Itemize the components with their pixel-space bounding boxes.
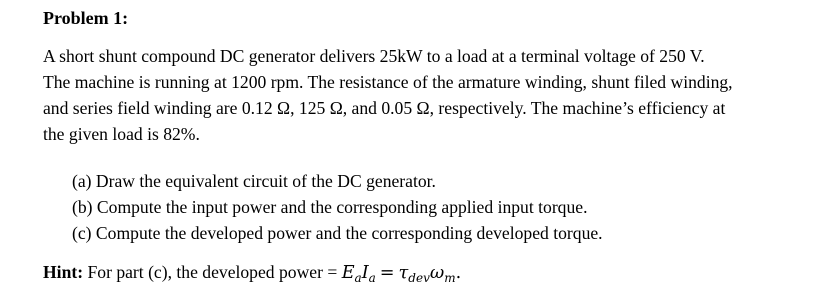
hint-text: For part (c), the developed power = xyxy=(87,262,338,282)
statement-line: the given load is 82%. xyxy=(43,124,200,144)
statement-line: The machine is running at 1200 rpm. The resistance of the armature winding, shunt filed winding, xyxy=(43,72,733,92)
math-equals: = xyxy=(379,263,395,283)
math-E: E xyxy=(341,263,355,283)
hint-equation xyxy=(342,263,462,283)
math-sub-dev: dev xyxy=(408,271,430,285)
math-tau: τ xyxy=(398,263,409,283)
math-omega: ω xyxy=(429,263,445,283)
math-period: . xyxy=(455,263,462,283)
statement-line: A short shunt compound DC generator delivers 25kW to a load at a terminal voltage of 250 V. xyxy=(43,46,705,66)
math-sub-a1: a xyxy=(354,271,362,285)
math-I: I xyxy=(361,263,369,283)
problem-title: Problem 1: xyxy=(43,8,129,28)
hint-label: Hint: xyxy=(43,262,84,282)
part-a: (a) Draw the equivalent circuit of the DC generator. xyxy=(72,171,436,191)
math-sub-a2: a xyxy=(368,271,376,285)
statement-line: and series field winding are 0.12 Ω, 125 Ω, and 0.05 Ω, respectively. The machine’s efficiency at xyxy=(43,98,726,118)
problem-statement xyxy=(43,43,830,147)
part-b: (b) Compute the input power and the corresponding applied input torque. xyxy=(72,197,588,217)
math-sub-m: m xyxy=(444,271,456,285)
part-c: (c) Compute the developed power and the corresponding developed torque. xyxy=(72,223,603,243)
problem-parts-list xyxy=(72,168,603,246)
hint xyxy=(43,259,461,286)
